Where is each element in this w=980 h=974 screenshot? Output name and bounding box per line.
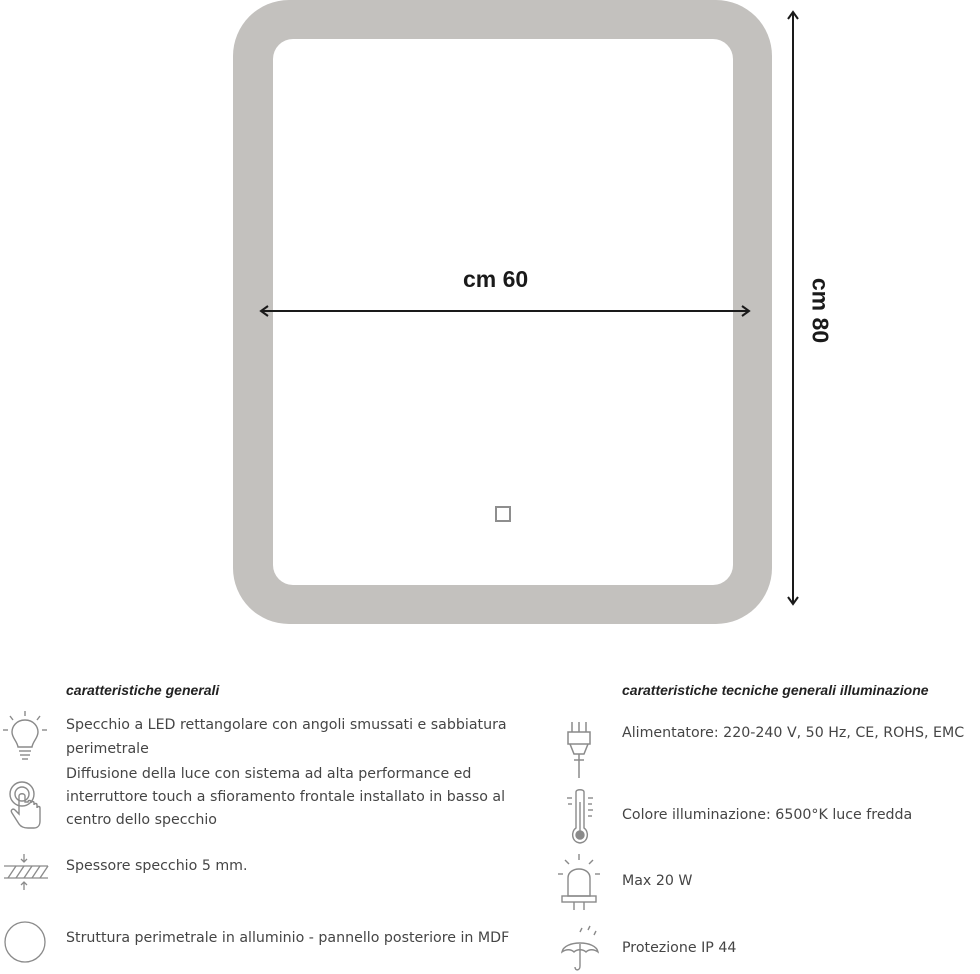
lighting-line-4: Protezione IP 44 bbox=[622, 940, 737, 956]
height-label: cm 80 bbox=[807, 277, 834, 344]
general-line-3: Diffusione della luce con sistema ad alta performance ed bbox=[66, 766, 472, 782]
umbrella-rain-icon bbox=[558, 922, 602, 974]
touch-hand-icon bbox=[4, 780, 44, 832]
lighting-line-1: Alimentatore: 220-240 V, 50 Hz, CE, ROHS, EMC bbox=[622, 725, 965, 741]
general-title: caratteristiche generali bbox=[66, 682, 220, 698]
thermometer-icon bbox=[562, 788, 598, 848]
width-label: cm 60 bbox=[463, 266, 529, 292]
lighting-line-3: Max 20 W bbox=[622, 873, 693, 889]
general-line-7: Struttura perimetrale in alluminio - pannello posteriore in MDF bbox=[66, 930, 510, 946]
general-line-5: centro dello specchio bbox=[66, 812, 217, 828]
thickness-icon bbox=[2, 852, 50, 892]
lighting-line-2: Colore illuminazione: 6500°K luce fredda bbox=[622, 807, 913, 823]
led-lamp-icon bbox=[556, 852, 602, 912]
power-plug-icon bbox=[562, 720, 596, 780]
general-line-2: perimetrale bbox=[66, 741, 149, 757]
light-bulb-icon bbox=[2, 710, 48, 766]
general-line-6: Spessore specchio 5 mm. bbox=[66, 858, 248, 874]
general-line-4: interruttore touch a sfioramento frontale installato in basso al bbox=[66, 789, 506, 805]
lighting-title: caratteristiche tecniche generali illuminazione bbox=[622, 682, 929, 698]
general-line-1: Specchio a LED rettangolare con angoli smussati e sabbiatura bbox=[66, 717, 507, 733]
circle-icon bbox=[3, 920, 47, 964]
